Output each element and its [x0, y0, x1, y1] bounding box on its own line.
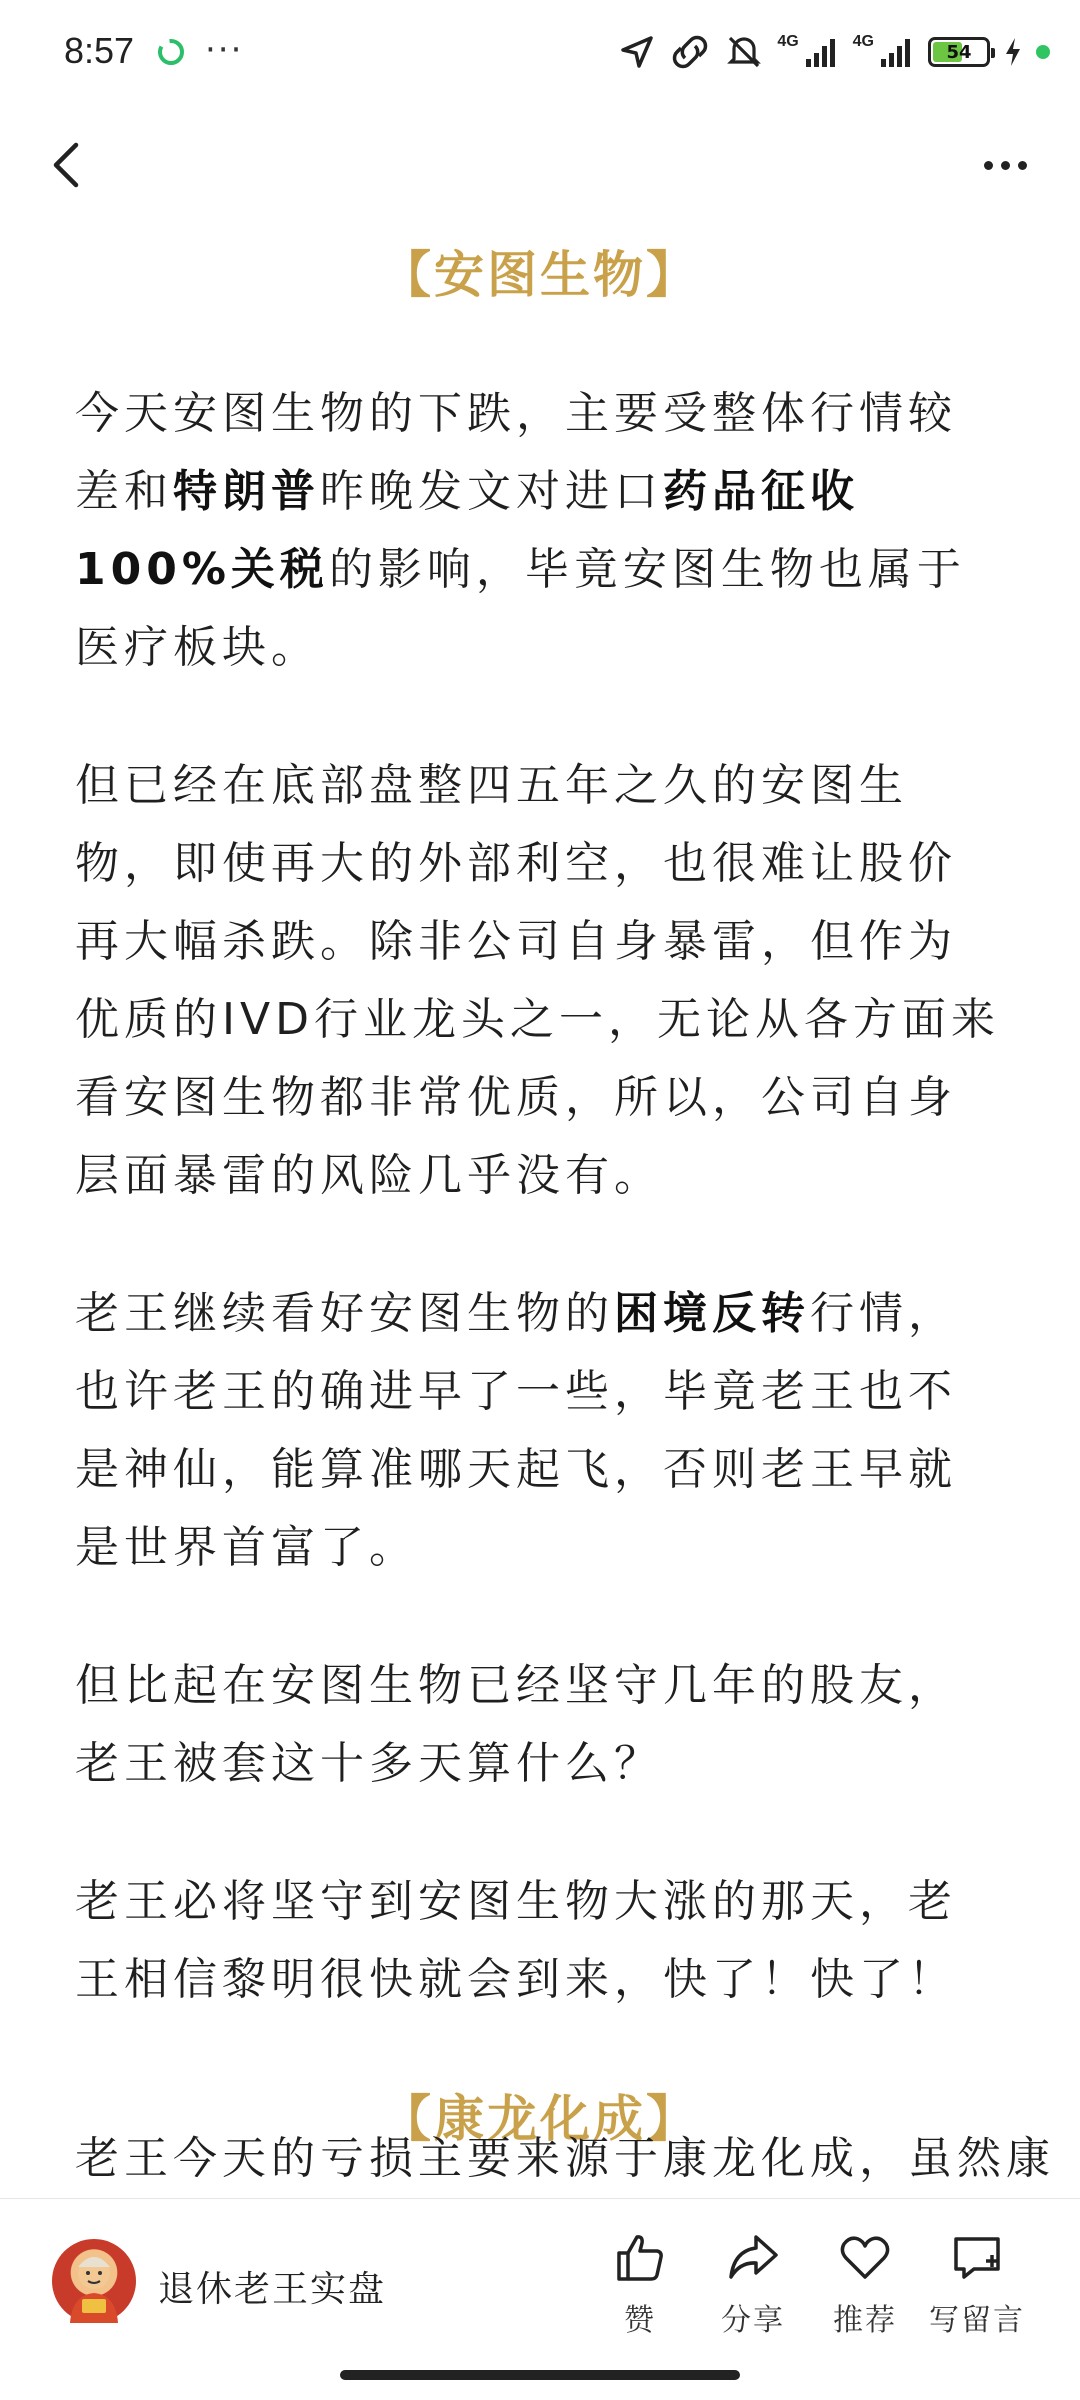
paragraph-text: 行情，也许老王的确进早了一些，毕竟老王也不是神仙，能算准哪天起飞，否则老王早就是世界首富了。: [75, 1288, 957, 1573]
paragraph-text: 的影响，毕竟安图生物也属于医疗板块。: [75, 544, 966, 673]
network-type-1: 4G: [777, 33, 799, 50]
paragraph: 老王必将坚守到安图生物大涨的那天，老王相信黎明很快就会到来，快了！快了！: [75, 1876, 957, 2005]
more-dot-icon: [1018, 161, 1027, 170]
status-time: 8:57: [64, 30, 135, 71]
more-dot-icon: [984, 161, 993, 170]
share-button[interactable]: [698, 2231, 808, 2339]
signal-icon-2: [880, 37, 914, 67]
location-icon: [619, 34, 655, 70]
share-label: 分享: [721, 2303, 785, 2338]
back-icon[interactable]: [40, 135, 100, 195]
emphasized-text: 困境反转: [614, 1288, 810, 1339]
like-label: 赞: [624, 2303, 656, 2338]
link-icon: [669, 34, 711, 70]
author-avatar[interactable]: [52, 2239, 136, 2323]
heart-icon: [838, 2231, 892, 2285]
home-indicator[interactable]: [340, 2370, 740, 2380]
comment-label: 写留言: [929, 2303, 1025, 2338]
avatar-figure-icon: [52, 2239, 136, 2323]
battery-icon: [928, 37, 990, 67]
signal-icon-1: [805, 37, 839, 67]
charging-icon: [1004, 37, 1022, 67]
more-dot-icon: [1001, 161, 1010, 170]
paragraph: 但比起在安图生物已经坚守几年的股友，老王被套这十多天算什么？: [75, 1660, 957, 1789]
author-name[interactable]: 退休老王实盘: [158, 2269, 387, 2310]
app-notification-icon: [155, 36, 187, 68]
article-body: [75, 235, 1005, 2159]
like-button[interactable]: [585, 2231, 695, 2339]
paragraph-partial-text: 老王今天的亏损主要来源于康龙化成，虽然康: [75, 2133, 1055, 2184]
mute-icon: [725, 33, 763, 71]
system-icons: [619, 32, 1050, 72]
privacy-dot-icon: [1036, 45, 1050, 59]
paragraph-partial: [75, 2133, 1055, 2198]
network-type-2: 4G: [852, 33, 874, 50]
paragraph: 但已经在底部盘整四五年之久的安图生物，即使再大的外部利空，也很难让股价再大幅杀跌。除非公司自身暴雷，但作为优质的IVD行业龙头之一，无论从各方面来看安图生物都非常优质，所以，公司自身层面暴雷的风险几乎没有。: [75, 760, 1000, 1201]
emphasized-text: 特朗普: [173, 466, 320, 517]
section-title: 【康龙化成】: [381, 2090, 699, 2148]
emphasized-text: 药品征收100%关税: [75, 466, 859, 595]
comment-icon: [950, 2231, 1004, 2285]
recommend-button[interactable]: [810, 2231, 920, 2339]
section-title: 【安图生物】: [381, 246, 699, 304]
paragraph: [75, 1275, 1005, 1587]
status-bar: [0, 0, 1080, 100]
share-arrow-icon: [726, 2231, 780, 2285]
nav-bar: [0, 110, 1080, 220]
paragraph-text: 今天安图生物的下跌，主要受整体行情较差和: [75, 388, 957, 517]
comment-button[interactable]: [922, 2231, 1032, 2339]
paragraph-text: 老王继续看好安图生物的: [75, 1288, 614, 1339]
recommend-label: 推荐: [833, 2303, 897, 2338]
paragraph: [75, 375, 1005, 687]
more-options-button[interactable]: [970, 135, 1040, 195]
thumbs-up-icon: [613, 2231, 667, 2285]
paragraph-text: 昨晚发文对进口: [320, 466, 663, 517]
more-notifications-icon: ···: [205, 30, 244, 70]
battery-level: 54: [946, 41, 972, 63]
